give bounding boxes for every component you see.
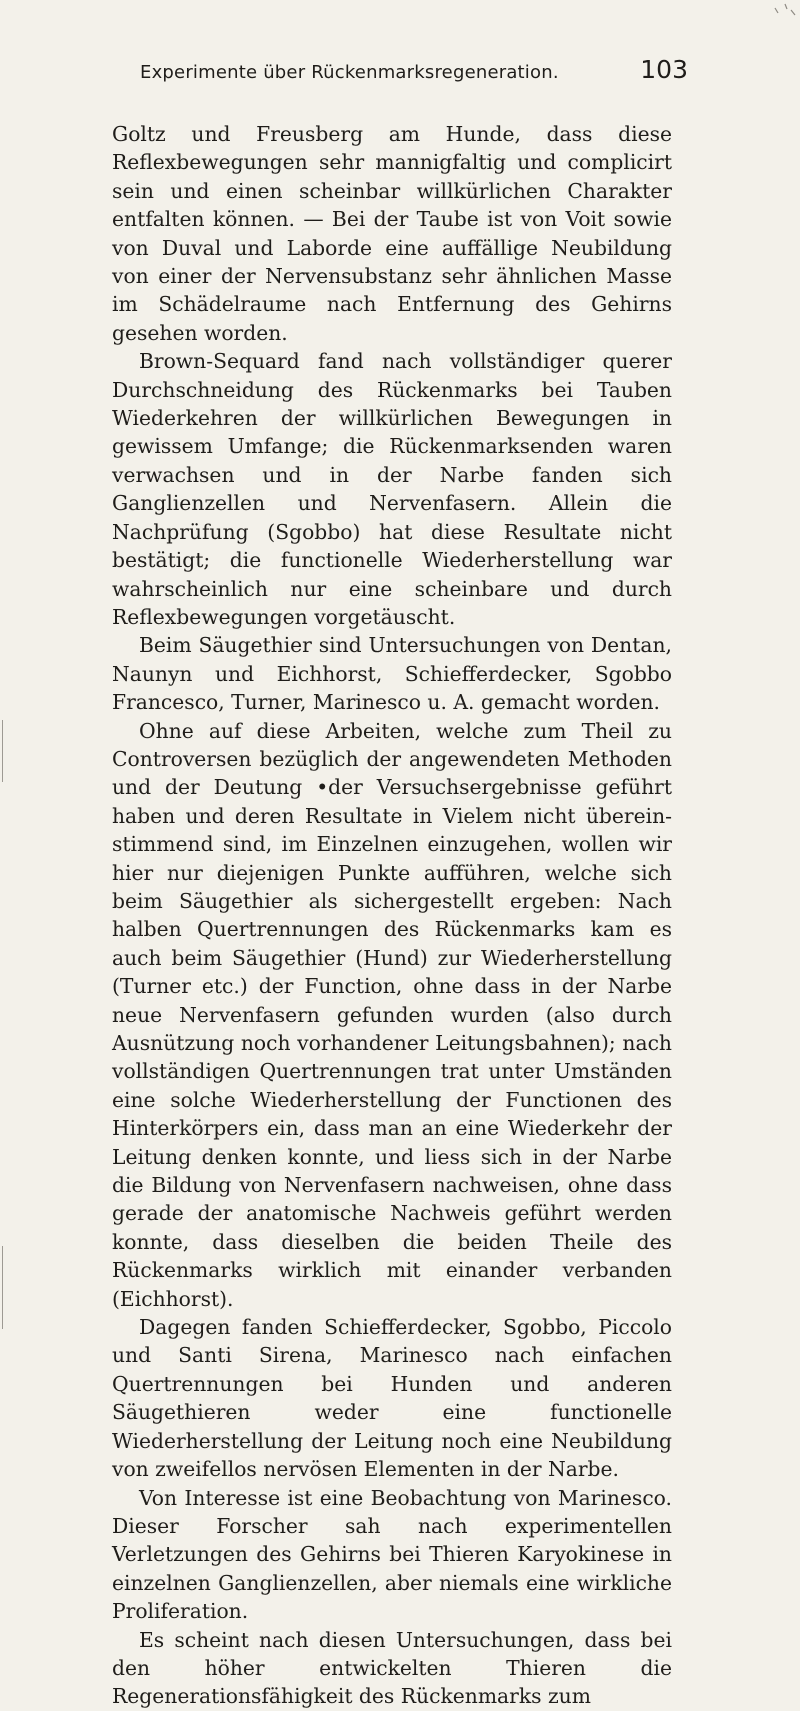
- paragraph: Dagegen fanden Schiefferdecker, Sgobbo, Piccolo und Santi Sirena, Marinesco nach einfachen Quertrennungen bei Hunden und anderen Säugethieren weder eine functionelle Wiederherstellung der Leitung noch eine Neubildung von zweifellos nervösen Elementen in der Narbe.: [112, 1315, 672, 1482]
- scan-edge-mark-top: [2, 720, 3, 782]
- paragraph: Es scheint nach diesen Untersuchungen, dass bei den höher entwickelten Thieren die Regenerationsfähigkeit des Rückenmarks zum: [112, 1627, 672, 1709]
- page-header: [140, 55, 688, 92]
- body-text: [112, 120, 672, 1711]
- running-head: Experimente über Rückenmarksregeneration.: [140, 62, 559, 83]
- paragraph: Beim Säugethier sind Untersuchungen von Dentan, Naunyn und Eichhorst, Schiefferdecker, Sgobbo Francesco, Turner, Marinesco u. A. gemacht worden.: [112, 633, 672, 715]
- paragraph: Ohne auf diese Arbeiten, welche zum Theil zu Controversen bezüglich der angewendeten Methoden und der Deutung •der Versuchsergebnisse geführt haben und deren Resultate in Vielem nicht überein-stimmend sind, im Einzelnen einzugehen, wollen wir hier nur diejenigen Punkte aufführen, welche sich beim Säugethier als sichergestellt ergeben: Nach halben Quertrennungen des Rückenmarks kam es auch beim Säugethier (Hund) zur Wiederherstellung (Turner etc.) der Function, ohne dass in der Narbe neue Nervenfasern gefunden wurden (also durch Ausnützung noch vorhandener Leitungsbahnen); nach vollständigen Quertrennungen trat unter Umständen eine solche Wiederherstellung der Functionen des Hinterkörpers ein, dass man an eine Wiederkehr der Leitung denken konnte, und liess sich in der Narbe die Bildung von Nervenfasern nachweisen, ohne dass gerade der anatomische Nachweis geführt werden konnte, dass dieselben die beiden Theile des Rückenmarks wirklich mit einander verbanden (Eichhorst).: [112, 718, 672, 1311]
- paragraph: Goltz und Freusberg am Hunde, dass diese Reflexbewegungen sehr mannigfaltig und complicirt sein und einen scheinbar willkürlichen Charakter entfalten können. — Bei der Taube ist von Voit sowie von Duval und Laborde eine auffällige Neubildung von einer der Nervensubstanz sehr ähnlichen Masse im Schädelraume nach Entfernung des Gehirns gesehen worden.: [112, 122, 672, 345]
- paragraph: Brown-Sequard fand nach vollständiger querer Durchschneidung des Rückenmarks bei Tauben Wiederkehren der willkürlichen Bewegungen in gewissem Umfange; die Rückenmarksenden waren verwachsen und in der Narbe fanden sich Ganglienzellen und Nervenfasern. Allein die Nachprüfung (Sgobbo) hat diese Resultate nicht bestätigt; die functionelle Wiederherstellung war wahrscheinlich nur eine scheinbare und durch Reflexbewegungen vorgetäuscht.: [112, 349, 672, 629]
- scan-edge-mark-bottom: [2, 1246, 3, 1329]
- scan-corner-mark: [771, 0, 799, 30]
- paragraph: Von Interesse ist eine Beobachtung von Marinesco. Dieser Forscher sah nach experimentellen Verletzungen des Gehirns bei Thieren Karyokinese in einzelnen Ganglienzellen, aber niemals eine wirkliche Proliferation.: [112, 1485, 672, 1624]
- page-number: 103: [640, 55, 688, 84]
